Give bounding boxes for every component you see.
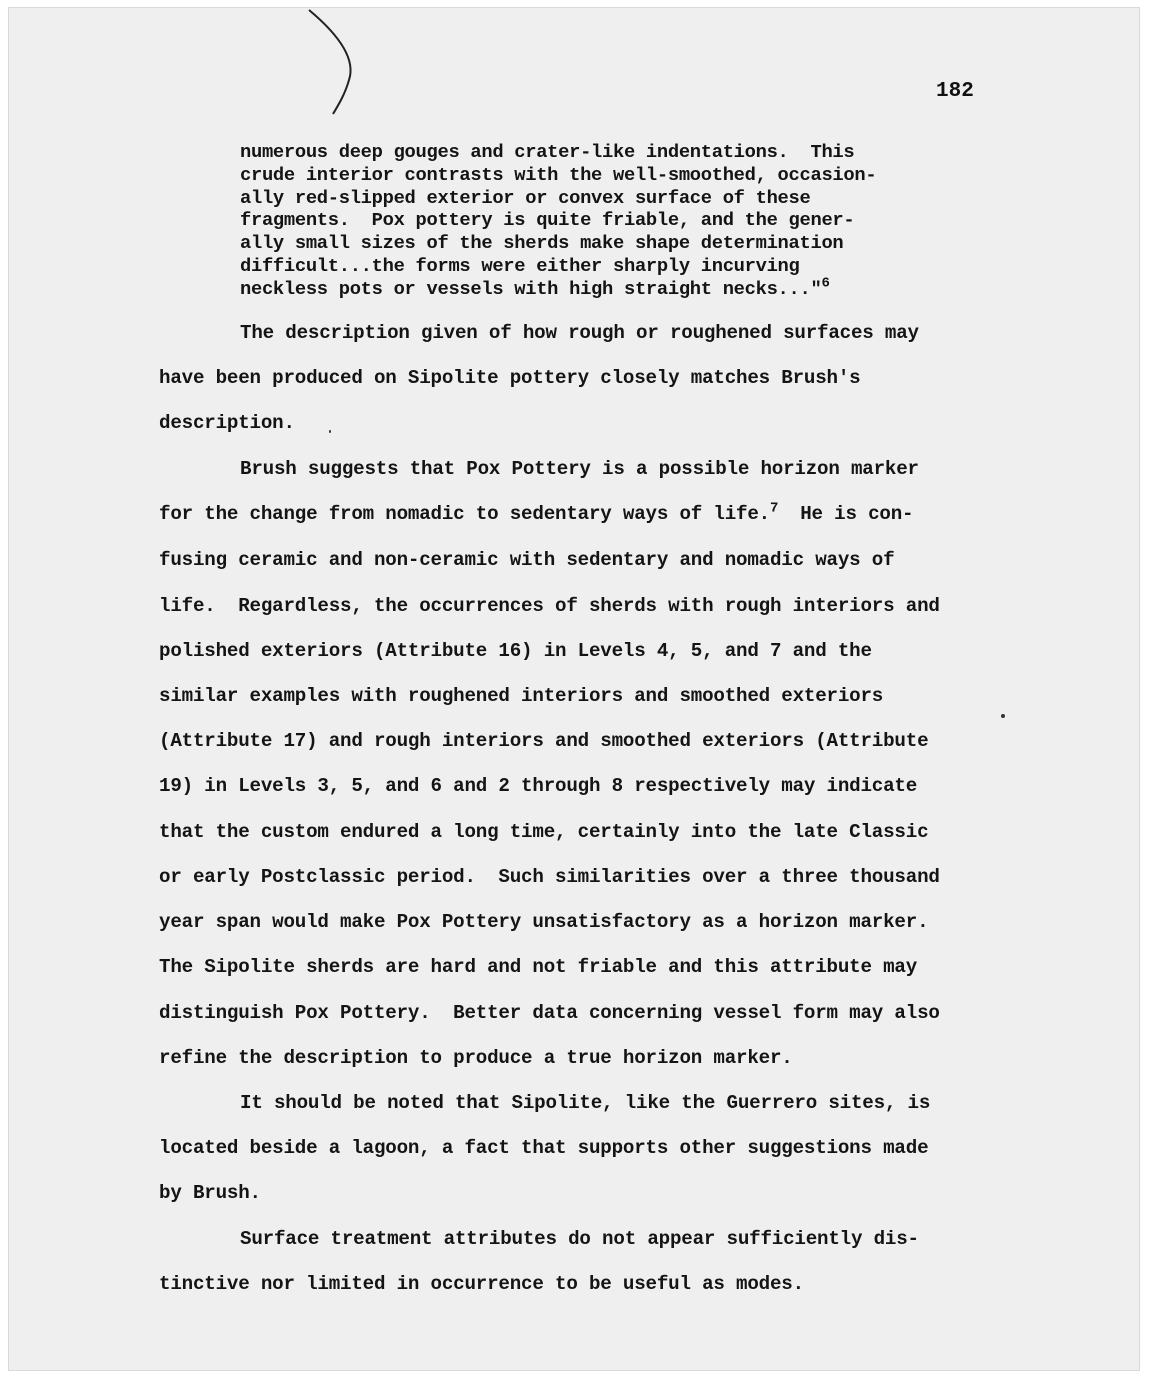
body-line: It should be noted that Sipolite, like the Guerrero sites, is	[240, 1092, 931, 1114]
body-line: by Brush.	[159, 1182, 261, 1204]
body-line-text: He is con-	[800, 503, 914, 525]
body-line: life. Regardless, the occurrences of sherds with rough interiors and	[159, 595, 940, 617]
body-line: distinguish Pox Pottery. Better data concerning vessel form may also	[159, 1002, 940, 1024]
body-line: description.	[159, 412, 295, 434]
body-line: The Sipolite sherds are hard and not friable and this attribute may	[159, 956, 918, 978]
page-number: 182	[936, 80, 974, 103]
quote-line: difficult...the forms were either sharply incurving	[240, 254, 800, 277]
body-line-text: for the change from nomadic to sedentary ways of life.	[159, 503, 770, 525]
block-quote	[240, 141, 876, 301]
quote-line: fragments. Pox pottery is quite friable, and the gener-	[240, 209, 855, 232]
body-line: 19) in Levels 3, 5, and 6 and 2 through 8 respectively may indicate	[159, 775, 918, 797]
body-line: located beside a lagoon, a fact that supports other suggestions made	[159, 1137, 929, 1159]
body-line: Surface treatment attributes do not appear sufficiently dis-	[240, 1228, 919, 1250]
body-line: (Attribute 17) and rough interiors and smoothed exteriors (Attribute	[159, 730, 929, 752]
body-line: The description given of how rough or roughened surfaces may	[240, 322, 919, 344]
body-line: Brush suggests that Pox Pottery is a possible horizon marker	[240, 458, 919, 480]
quote-line-text: neckless pots or vessels with high straight necks..."	[240, 277, 822, 300]
body-line: polished exteriors (Attribute 16) in Levels 4, 5, and 7 and the	[159, 640, 872, 662]
body-line: refine the description to produce a true horizon marker.	[159, 1047, 793, 1069]
pen-stroke-mark	[305, 8, 365, 123]
body-line: similar examples with roughened interiors and smoothed exteriors	[159, 685, 884, 707]
quote-line: numerous deep gouges and crater-like indentations. This	[240, 141, 855, 163]
quote-line: ally small sizes of the sherds make shape determination	[240, 232, 844, 255]
page-speck	[329, 430, 331, 433]
quote-line	[240, 275, 876, 301]
footnote-marker: 7	[769, 500, 779, 517]
body-line: tinctive nor limited in occurrence to be useful as modes.	[159, 1273, 804, 1295]
page-speck	[1001, 714, 1005, 718]
body-line: have been produced on Sipolite pottery closely matches Brush's	[159, 367, 861, 389]
footnote-marker: 6	[821, 275, 830, 292]
body-line: year span would make Pox Pottery unsatisfactory as a horizon marker.	[159, 911, 929, 933]
body-line: or early Postclassic period. Such similarities over a three thousand	[159, 866, 940, 888]
quote-line: crude interior contrasts with the well-smoothed, occasion-	[240, 163, 877, 186]
body-line: fusing ceramic and non-ceramic with sedentary and nomadic ways of	[159, 549, 895, 571]
body-line: that the custom endured a long time, certainly into the late Classic	[159, 821, 929, 843]
quote-line: ally red-slipped exterior or convex surface of these	[240, 186, 811, 209]
body-line	[159, 500, 914, 525]
